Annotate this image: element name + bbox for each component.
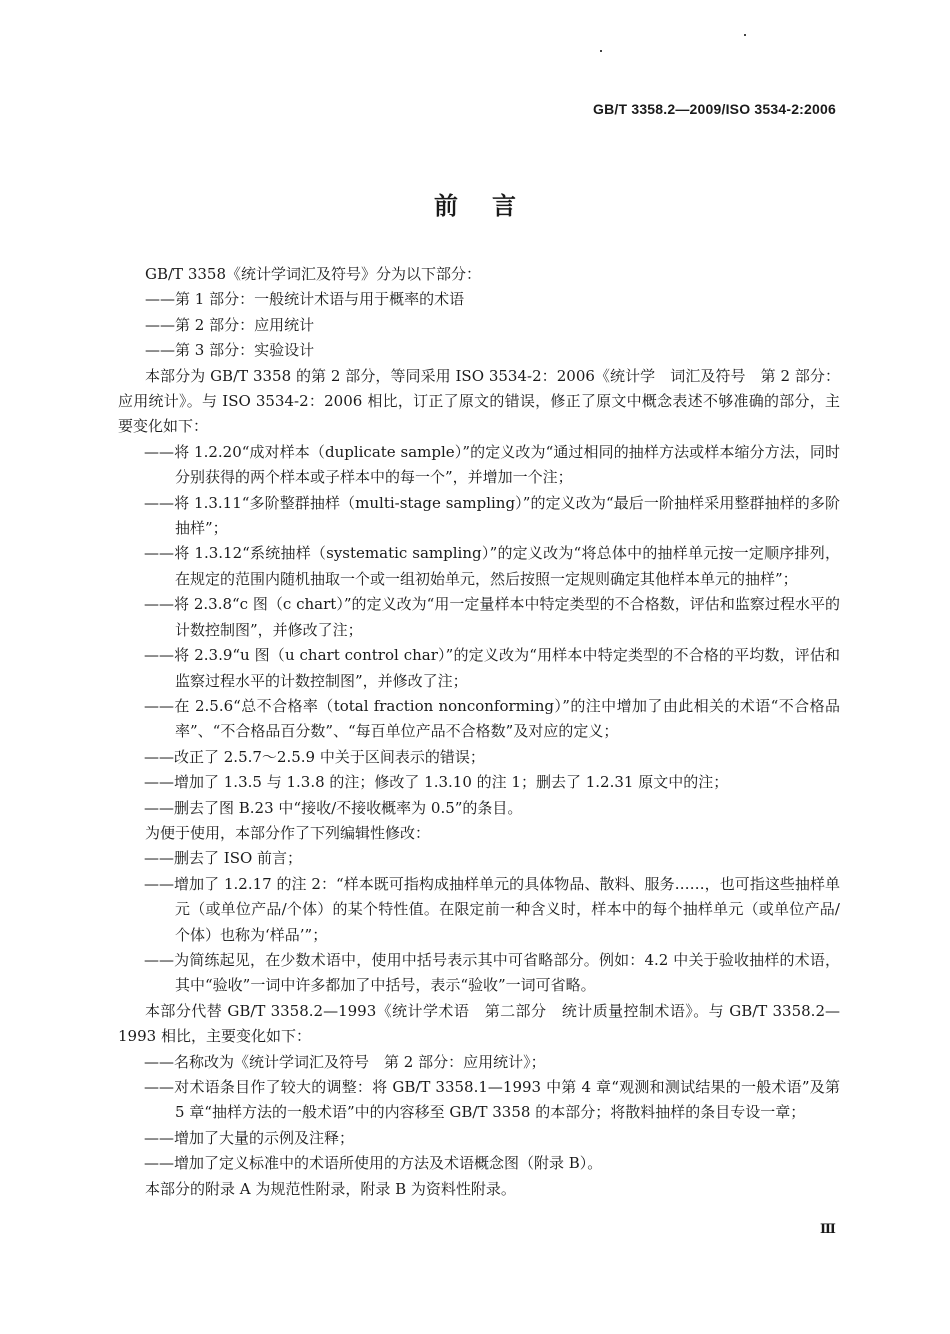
change-item: ——在 2.5.6“总不合格率（total fraction nonconforming）”的注中增加了由此相关的术语“不合格品率”、“不合格品百分数”、“每百单位产品不合格数”及对应的定义； [144, 696, 840, 741]
standard-number-header: GB/T 3358.2—2009/ISO 3534-2:2006 [593, 101, 836, 117]
part-item: ——第 1 部分：一般统计术语与用于概率的术语 [145, 290, 465, 309]
editorial-item: ——增加了 1.2.17 的注 2：“样本既可指构成抽样单元的具体物品、散料、服务……，也可指这些抽样单元（或单位产品/个体）的某个特性值。在限定前一种含义时，样本中的每个抽样单元（或单位产品/个体）也称为‘样品’”； [144, 874, 840, 944]
part-item: ——第 2 部分：应用统计 [145, 315, 315, 334]
part-item: ——第 3 部分：实验设计 [145, 341, 315, 360]
page-number: Ⅲ [820, 1222, 836, 1237]
intro-paragraph: GB/T 3358《统计学词汇及符号》分为以下部分： [145, 265, 482, 283]
replacement-item: ——对术语条目作了较大的调整：将 GB/T 3358.1—1993 中第 4 章“观测和测试结果的一般术语”及第 5 章“抽样方法的一般术语”中的内容移至 GB/T 3358 的本部分；将散料抽样的条目专设一章； [144, 1078, 840, 1122]
editorial-item: ——为简练起见，在少数术语中，使用中括号表示其中可省略部分。例如：4.2 中关于验收抽样的术语，其中“验收”一词中许多都加了中括号，表示“验收”一词可省略。 [144, 950, 840, 995]
editorial-paragraph: 为便于使用，本部分作了下列编辑性修改： [145, 823, 431, 842]
change-item: ——将 1.2.20“成对样本（duplicate sample）”的定义改为“通过相同的抽样方法或样本缩分方法，同时分别获得的两个样本或子样本中的每一个”，并增加一个注； [144, 442, 840, 487]
change-item: ——改正了 2.5.7～2.5.9 中关于区间表示的错误； [144, 747, 485, 766]
change-item: ——将 1.3.12“系统抽样（systematic sampling）”的定义改为“将总体中的抽样单元按一定顺序排列，在规定的范围内随机抽取一个或一组初始单元，然后按照一定规则确定其他样本单元的抽样”； [144, 544, 840, 588]
adoption-paragraph: 本部分为 GB/T 3358 的第 2 部分，等同采用 ISO 3534-2：2006《统计学 词汇及符号 第 2 部分：应用统计》。与 ISO 3534-2：2006 相比，订正了原文的错误，修正了原文中概念表述不够准确的部分，主要变化如下： [118, 366, 840, 436]
replacement-paragraph: 本部分代替 GB/T 3358.2—1993《统计学术语 第二部分 统计质量控制术语》。与 GB/T 3358.2—1993 相比，主要变化如下： [118, 1001, 840, 1046]
replacement-item: ——名称改为《统计学词汇及符号 第 2 部分：应用统计》； [144, 1052, 546, 1071]
annex-paragraph: 本部分的附录 A 为规范性附录，附录 B 为资料性附录。 [145, 1179, 516, 1198]
replacement-item: ——增加了大量的示例及注释； [144, 1128, 355, 1147]
change-item: ——增加了 1.3.5 与 1.3.8 的注；修改了 1.3.10 的注 1；删去了 1.2.31 原文中的注； [144, 773, 729, 792]
scan-speck [744, 34, 746, 36]
page-title: 前言 [434, 192, 550, 220]
editorial-item: ——删去了 ISO 前言； [144, 849, 303, 868]
replacement-item: ——增加了定义标准中的术语所使用的方法及术语概念图（附录 B）。 [144, 1154, 603, 1173]
change-item: ——将 2.3.8“c 图（c chart）”的定义改为“用一定量样本中特定类型的不合格数，评估和监察过程水平的计数控制图”，并修改了注； [144, 595, 840, 639]
scan-speck [600, 50, 602, 52]
change-item: ——将 1.3.11“多阶整群抽样（multi-stage sampling）”的定义改为“最后一阶抽样采用整群抽样的多阶抽样”； [144, 493, 840, 538]
foreword-body [118, 262, 840, 1202]
change-item: ——将 2.3.9“u 图（u chart control char）”的定义改为“用样本中特定类型的不合格的平均数，评估和监察过程水平的计数控制图”，并修改了注； [144, 646, 840, 690]
change-item: ——删去了图 B.23 中“接收/不接收概率为 0.5”的条目。 [144, 798, 523, 817]
